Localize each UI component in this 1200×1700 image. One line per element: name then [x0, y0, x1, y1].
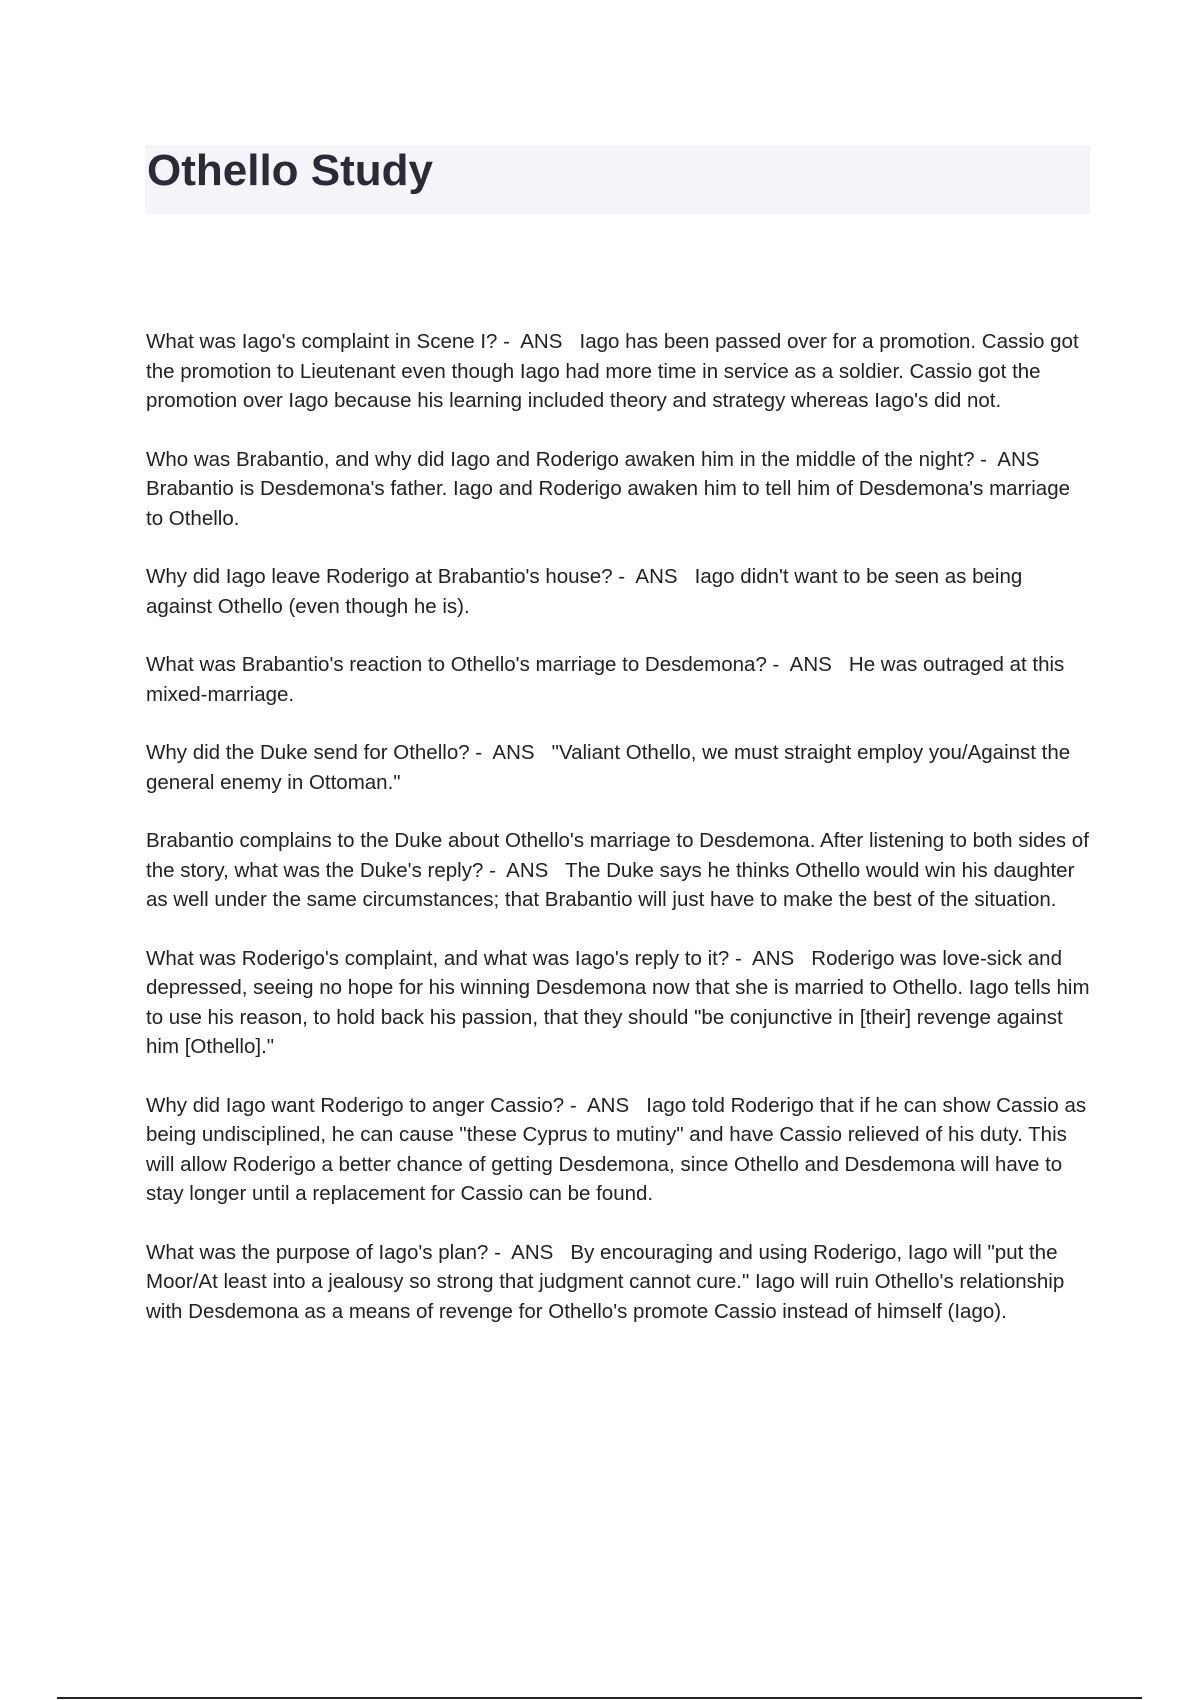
ans-label: ANS — [506, 858, 549, 882]
answer-text: The Duke says he thinks Othello would win his daughter as well under the same circumstances; that Brabantio will just have to make the best of the situation. — [146, 858, 1075, 911]
qa-list — [146, 327, 1091, 1355]
ans-label: ANS — [789, 653, 832, 676]
answer-text: Brabantio is Desdemona's father. Iago and Roderigo awaken him to tell him of Desdemona's marriage to Othello. — [146, 477, 1070, 530]
ans-label: ANS — [587, 1093, 630, 1117]
answer-text: He was outraged at this mixed-marriage. — [146, 653, 1065, 706]
footer-divider — [57, 1697, 1142, 1699]
question-text: What was Roderigo's complaint, and what was Iago's reply to it? - — [146, 946, 742, 970]
question-text: What was Iago's complaint in Scene I? - — [146, 330, 510, 353]
ans-label: ANS — [752, 946, 795, 970]
question-text: Why did the Duke send for Othello? - — [146, 741, 483, 764]
ans-label: ANS — [997, 447, 1040, 471]
ans-label: ANS — [635, 565, 678, 588]
ans-label: ANS — [492, 741, 535, 764]
document-title: Othello Study — [147, 146, 433, 195]
answer-text: Iago has been passed over for a promotion. Cassio got the promotion to Lieutenant even though Iago had more time in service as a soldier. Cassio got the promotion over Iago because his learning included theory and strategy whereas Iago's did not. — [146, 330, 1079, 412]
question-text: What was Brabantio's reaction to Othello's marriage to Desdemona? - — [146, 653, 780, 676]
answer-text: "Valiant Othello, we must straight employ you/Against the general enemy in Ottoman." — [146, 741, 1071, 794]
qa-item — [146, 826, 1091, 915]
question-text: Brabantio complains to the Duke about Othello's marriage to Desdemona. After listening to both sides of the story, what was the Duke's reply? - — [146, 829, 1089, 882]
question-text: Why did Iago want Roderigo to anger Cassio? - — [146, 1093, 577, 1117]
qa-item — [146, 562, 1091, 621]
ans-label: ANS — [520, 330, 563, 353]
qa-item — [146, 445, 1091, 534]
qa-item — [146, 1238, 1091, 1327]
question-text: Why did Iago leave Roderigo at Brabantio's house? - — [146, 565, 626, 588]
qa-item — [146, 1091, 1091, 1209]
answer-text: Roderigo was love-sick and depressed, seeing no hope for his winning Desdemona now that she is married to Othello. Iago tells him to use his reason, to hold back his passion, that they should "be conjunctive in [their] revenge against him [Othello]." — [146, 946, 1090, 1058]
qa-item — [146, 650, 1091, 709]
question-text: Who was Brabantio, and why did Iago and Roderigo awaken him in the middle of the night? - — [146, 447, 988, 471]
qa-item — [146, 738, 1091, 797]
answer-text: Iago told Roderigo that if he can show Cassio as being undisciplined, he can cause "these Cyprus to mutiny" and have Cassio relieved of his duty. This will allow Roderigo a better chance of getting Desdemona, since Othello and Desdemona will have to stay longer until a replacement for Cassio can be found. — [146, 1093, 1087, 1205]
answer-text: By encouraging and using Roderigo, Iago will "put the Moor/At least into a jealousy so strong that judgment cannot cure." Iago will ruin Othello's relationship with Desdemona as a means of revenge for Othello's promote Cassio instead of himself (Iago). — [146, 1240, 1065, 1323]
question-text: What was the purpose of Iago's plan? - — [146, 1240, 501, 1264]
qa-item — [146, 944, 1091, 1062]
answer-text: Iago didn't want to be seen as being against Othello (even though he is). — [146, 565, 1023, 618]
ans-label: ANS — [511, 1240, 554, 1264]
qa-item — [146, 327, 1091, 416]
